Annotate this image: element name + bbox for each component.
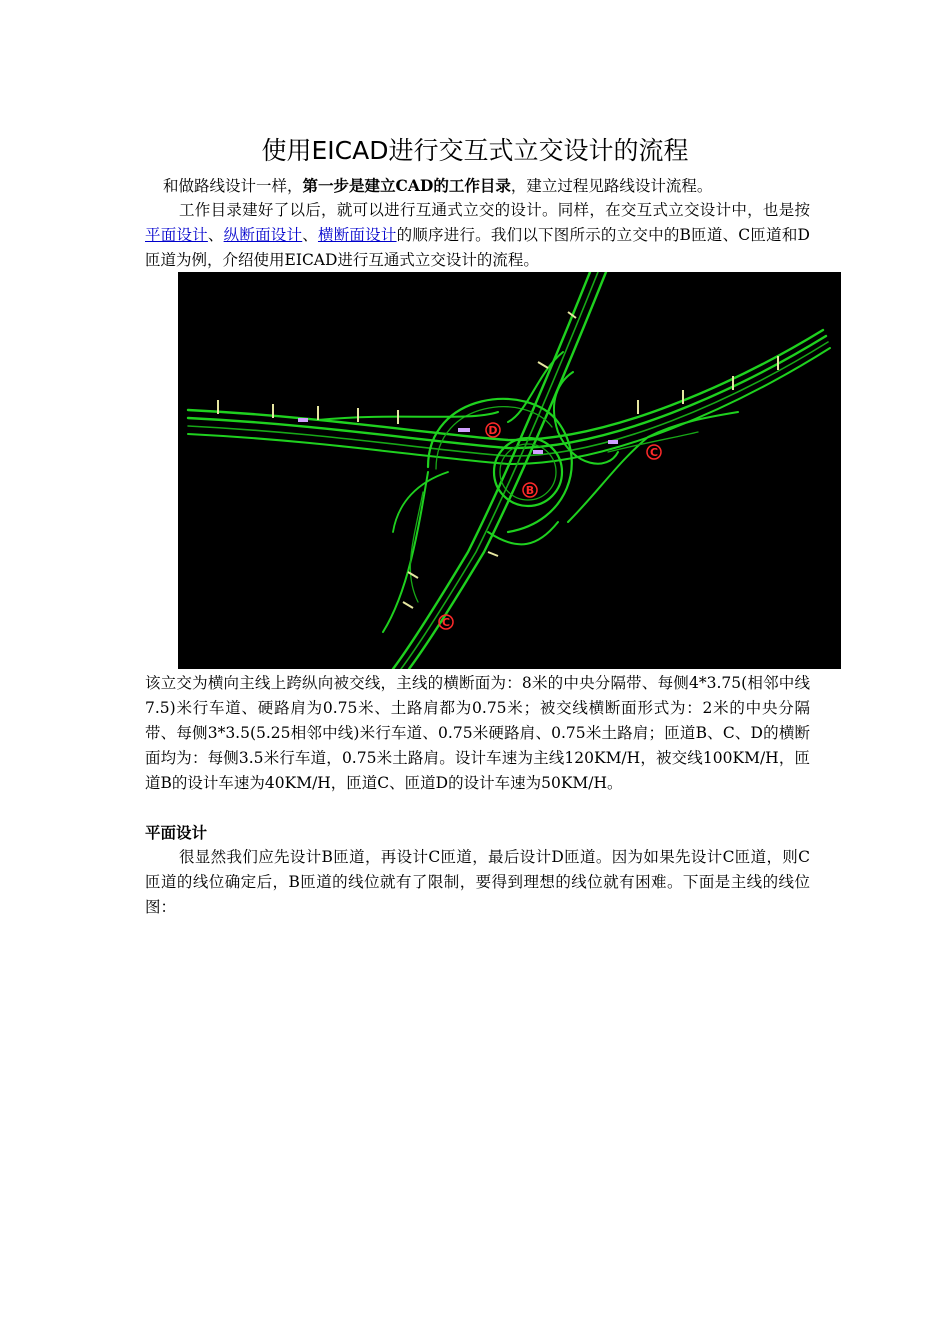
document-title: 使用EICAD进行交互式立交设计的流程 (261, 136, 689, 165)
intro-paragraph (145, 173, 810, 199)
workflow-text-1: 工作目录建好了以后，就可以进行互通式立交的设计。同样，在交互式立交设计中，也是按 (179, 201, 810, 219)
separator: 、 (302, 226, 318, 244)
separator: 、 (207, 226, 224, 244)
interchange-drawing (178, 272, 841, 669)
link-profile-design[interactable]: 纵断面设计 (223, 226, 303, 244)
cross-section-paragraph: 该立交为横向主线上跨纵向被交线，主线的横断面为：8米的中央分隔带、每侧4*3.75(相邻中线7.5)米行车道、硬路肩为0.75米、土路肩都为0.75米；被交线横断面形式为：2米的中央分隔带、每侧3*3.5(5.25相邻中线)米行车道、0.75米硬路肩、0.75米土路肩；匝道B、C、D的横断面均为：每侧3.5米行车道，0.75米土路肩。设计车速为主线120KM/H，被交线100KM/H，匝道B的设计车速为40KM/H，匝道C、匝道D的设计车速为50KM/H。 (145, 674, 810, 792)
ramp-label-d: D (488, 424, 498, 437)
plane-design-paragraph: 很显然我们应先设计B匝道，再设计C匝道，最后设计D匝道。因为如果先设计C匝道，则C匝道的线位确定后，B匝道的线位就有了限制，要得到理想的线位就有困难。下面是主线的线位图： (145, 848, 810, 916)
intro-tail: ，建立过程见路线设计流程。 (510, 177, 713, 195)
link-plane-design[interactable]: 平面设计 (145, 226, 208, 244)
ramp-label-c-bottom: C (441, 616, 451, 629)
ramp-label-b: B (525, 484, 535, 497)
workflow-paragraph (145, 198, 810, 273)
link-cross-section-design[interactable]: 横断面设计 (317, 226, 397, 244)
intro-bold: 第一步是建立CAD的工作目录 (302, 176, 511, 195)
interchange-cad-figure (178, 272, 841, 669)
workflow-text-2: 的顺序进行。我们以下图所示的立交中的B匝道、C匝道和D匝道为例，介绍使用EICAD进行互通式立交设计的流程。 (145, 226, 810, 269)
section-heading-plane-design: 平面设计 (145, 823, 208, 842)
intro-lead: 和做路线设计一样， (163, 177, 303, 195)
ramp-label-c-right: C (649, 446, 659, 459)
